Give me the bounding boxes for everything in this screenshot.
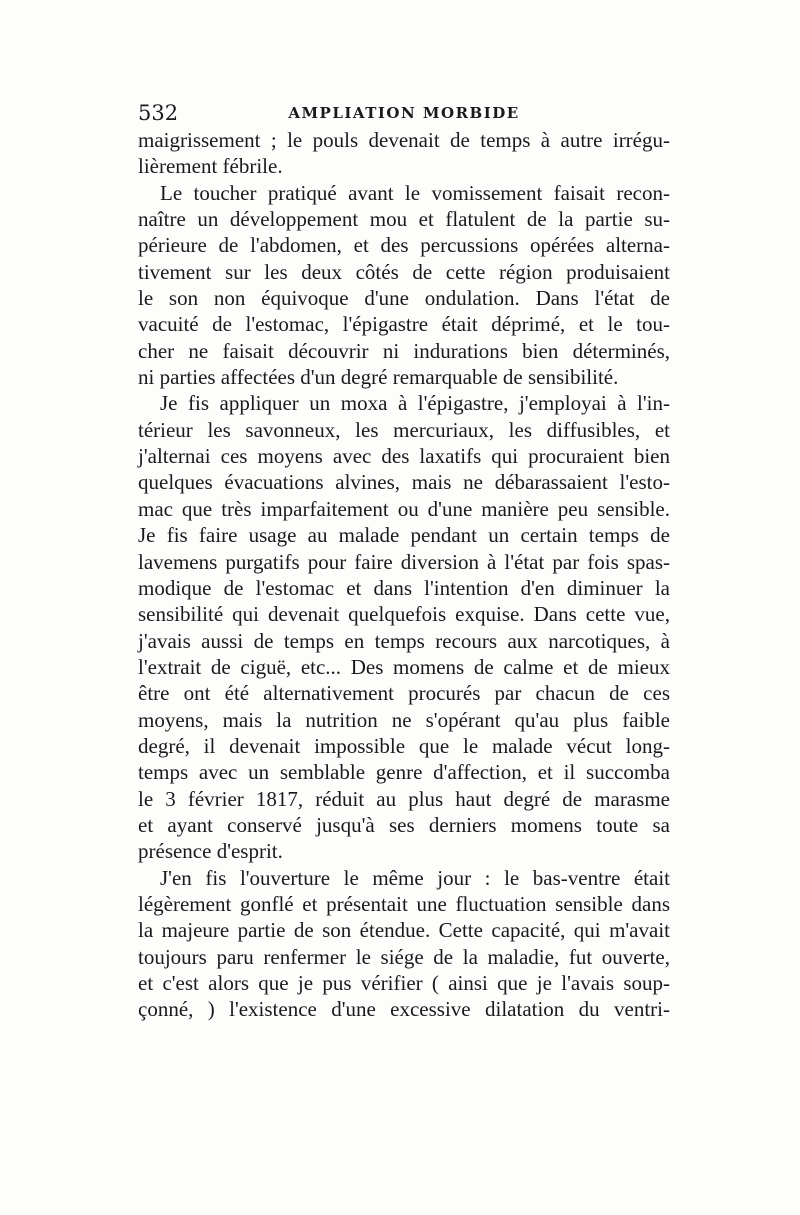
- paragraph: [138, 390, 670, 864]
- text-line: présence d'esprit.: [138, 839, 283, 864]
- text-line: le 3 février 1817, réduit au plus haut degré de marasme: [138, 786, 670, 811]
- text-line: tivement sur les deux côtés de cette région produisaient: [138, 259, 670, 284]
- page-number: 532: [138, 101, 179, 125]
- text-line: et c'est alors que je pus vérifier ( ainsi que je l'avais soup-: [138, 971, 670, 995]
- text-line: être ont été alternativement procurés par chacun de ces: [138, 681, 670, 706]
- text-line: moyens, mais la nutrition ne s'opérant qu'au plus faible: [138, 707, 670, 732]
- text-line: naître un développement mou et flatulent de la partie su-: [138, 207, 670, 232]
- paragraph: [138, 865, 670, 1023]
- text-line: ni parties affectées d'un degré remarquable de sensibilité.: [138, 365, 619, 390]
- text-line: j'alternai ces moyens avec des laxatifs qui procuraient bien: [138, 444, 670, 469]
- text-line: sensibilité qui devenait quelquefois exquise. Dans cette vue,: [138, 602, 670, 627]
- text-line: légèrement gonflé et présentait une fluctuation sensible dans: [138, 891, 670, 916]
- text-line: Je fis faire usage au malade pendant un certain temps de: [138, 523, 670, 548]
- text-line: et ayant conservé jusqu'à ses derniers momens toute sa: [138, 812, 670, 837]
- text-line: lièrement fébrile.: [138, 154, 283, 179]
- text-line: vacuité de l'estomac, l'épigastre était déprimé, et le tou-: [138, 312, 670, 337]
- text-line: mac que très imparfaitement ou d'une manière peu sensible.: [138, 496, 670, 521]
- text-line: térieur les savonneux, les mercuriaux, les diffusibles, et: [138, 417, 670, 442]
- text-line: quelques évacuations alvines, mais ne débarassaient l'esto-: [138, 470, 670, 495]
- running-title: AMPLIATION MORBIDE: [288, 104, 520, 122]
- text-line: la majeure partie de son étendue. Cette capacité, qui m'avait: [138, 918, 670, 943]
- text-line: j'avais aussi de temps en temps recours aux narcotiques, à: [138, 628, 670, 653]
- text-line: modique de l'estomac et dans l'intention d'en diminuer la: [138, 575, 670, 600]
- text-line: le son non équivoque d'une ondulation. Dans l'état de: [138, 286, 670, 311]
- paragraph: [138, 180, 670, 391]
- text-line: Le toucher pratiqué avant le vomissement faisait recon-: [160, 180, 670, 205]
- text-line: maigrissement ; le pouls devenait de temps à autre irrégu-: [138, 128, 670, 152]
- text-line: périeure de l'abdomen, et des percussions opérées alterna-: [138, 233, 670, 258]
- text-line: toujours paru renfermer le siége de la maladie, fut ouverte,: [138, 944, 670, 969]
- paragraph: [138, 127, 670, 180]
- text-line: Je fis appliquer un moxa à l'épigastre, j'employai à l'in-: [160, 391, 670, 416]
- text-line: temps avec un semblable genre d'affection, et il succomba: [138, 760, 670, 785]
- text-line: lavemens purgatifs pour faire diversion à l'état par fois spas-: [138, 549, 670, 574]
- text-line: degré, il devenait impossible que le malade vécut long-: [138, 733, 670, 758]
- text-line: cher ne faisait découvrir ni indurations bien déterminés,: [138, 338, 670, 363]
- running-head: [138, 100, 670, 126]
- text-line: l'extrait de ciguë, etc... Des momens de calme et de mieux: [138, 654, 670, 679]
- body-text: [138, 127, 670, 1023]
- text-line: çonné, ) l'existence d'une excessive dilatation du ventri-: [138, 997, 670, 1022]
- text-line: J'en fis l'ouverture le même jour : le bas-ventre était: [160, 865, 670, 890]
